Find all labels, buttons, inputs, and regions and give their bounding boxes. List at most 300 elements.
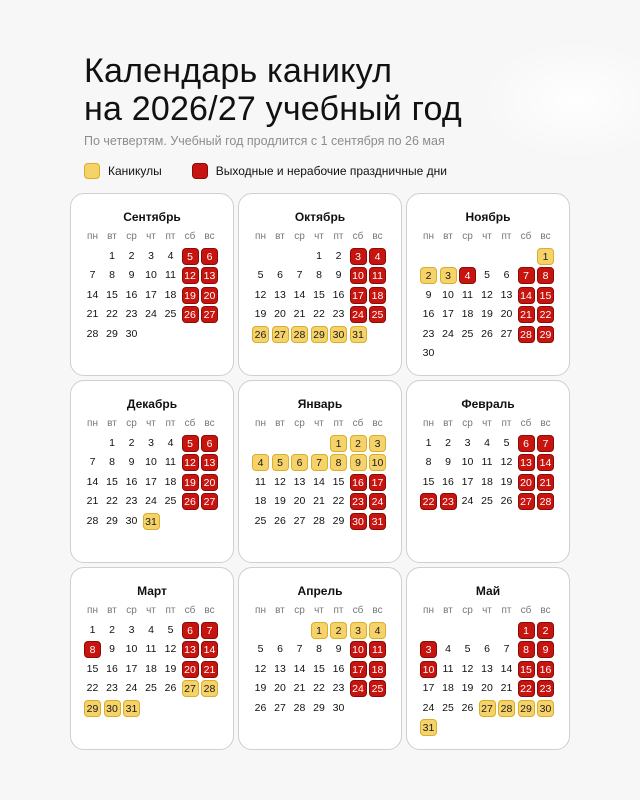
day: 2	[445, 436, 451, 449]
day: 15	[106, 475, 118, 488]
day: 24	[442, 327, 454, 340]
day: 5	[257, 643, 264, 655]
day: 18	[254, 495, 267, 507]
day: 4	[167, 249, 174, 262]
weekday-label: сб	[184, 231, 196, 242]
day: 6	[484, 643, 490, 655]
weekday-label: вс	[540, 605, 551, 616]
day: 8	[425, 456, 432, 468]
months-grid	[70, 193, 570, 750]
month-name: Сентябрь	[123, 210, 181, 224]
month-name: Ноябрь	[465, 210, 511, 224]
day-off: 20	[201, 287, 218, 304]
day: 11	[145, 643, 157, 655]
weekday-label: пн	[87, 231, 98, 242]
day-off: 13	[518, 454, 535, 471]
weekday-label: сб	[520, 418, 532, 429]
day: 29	[106, 327, 118, 340]
day: 21	[293, 682, 306, 694]
day: 16	[442, 475, 454, 488]
day-vacation: 9	[350, 454, 367, 471]
day: 23	[106, 682, 118, 694]
empty-cell	[498, 248, 515, 265]
day: 5	[503, 436, 510, 449]
day: 18	[442, 682, 454, 694]
month-name: Декабрь	[126, 397, 178, 411]
day-vacation: 31	[143, 513, 160, 530]
day: 23	[422, 327, 435, 340]
day: 13	[274, 662, 286, 675]
legend-vacation-label: Каникулы	[108, 164, 162, 178]
day: 16	[125, 288, 138, 301]
day: 14	[86, 475, 99, 488]
day: 29	[313, 701, 325, 714]
day-off: 18	[369, 287, 386, 304]
day: 23	[125, 308, 138, 320]
day: 2	[335, 249, 342, 262]
day: 29	[332, 514, 345, 527]
day-off: 12	[182, 454, 199, 471]
weekday-label: сб	[352, 605, 364, 616]
day-off: 23	[537, 680, 554, 697]
day-off: 9	[537, 641, 554, 658]
day: 21	[293, 308, 306, 320]
weekday-label: вт	[107, 418, 117, 429]
day: 22	[106, 308, 118, 320]
day-off: 20	[518, 474, 535, 491]
day: 23	[332, 682, 345, 694]
empty-cell	[272, 435, 289, 452]
day: 12	[481, 288, 493, 301]
day-vacation: 3	[350, 622, 367, 639]
day-off: 13	[182, 641, 199, 658]
empty-cell	[84, 248, 101, 265]
weekday-label: вс	[540, 231, 551, 242]
month-card	[238, 193, 402, 376]
day: 9	[128, 456, 135, 468]
day: 24	[125, 682, 138, 694]
day-off: 14	[537, 454, 554, 471]
day: 9	[445, 456, 451, 468]
day: 16	[332, 288, 345, 301]
day: 19	[274, 495, 286, 507]
weekday-label: чт	[146, 418, 156, 429]
day: 17	[145, 475, 157, 488]
day: 25	[442, 701, 454, 714]
empty-cell	[479, 248, 496, 265]
weekday-label: вт	[443, 418, 453, 429]
day: 18	[164, 475, 177, 488]
day: 14	[293, 662, 306, 675]
month-name: Май	[475, 584, 501, 598]
day: 22	[106, 495, 118, 507]
weekday-label: пт	[501, 418, 512, 429]
day-vacation: 1	[537, 248, 554, 265]
empty-cell	[440, 622, 457, 639]
weekday-label: чт	[482, 231, 492, 242]
subtitle: По четвертям. Учебный год продлится с 1 сентября по 26 мая	[84, 134, 445, 148]
day: 27	[293, 514, 306, 527]
day: 12	[500, 456, 513, 468]
day: 17	[125, 662, 138, 675]
day: 6	[503, 269, 510, 281]
weekday-label: сб	[184, 418, 196, 429]
day-off: 19	[182, 474, 199, 491]
day: 13	[481, 662, 493, 675]
day-off: 17	[350, 661, 367, 678]
day: 30	[125, 327, 138, 340]
weekday-label: вс	[372, 605, 383, 616]
weekday-label: вт	[107, 231, 117, 242]
day: 19	[500, 475, 513, 488]
day-off: 22	[518, 680, 535, 697]
days-grid	[252, 602, 401, 717]
day: 27	[500, 327, 513, 340]
day-vacation: 31	[350, 326, 367, 343]
day-vacation: 26	[252, 326, 269, 343]
weekday-label: чт	[146, 605, 156, 616]
day: 20	[481, 682, 493, 694]
day: 7	[503, 643, 510, 655]
day: 16	[106, 662, 118, 675]
day-vacation: 31	[123, 700, 140, 717]
day-off: 31	[369, 513, 386, 530]
day-off: 26	[182, 306, 199, 323]
day: 8	[109, 269, 115, 281]
weekday-label: пт	[333, 605, 344, 616]
day-vacation: 30	[104, 700, 121, 717]
day: 11	[165, 456, 176, 468]
day: 10	[125, 643, 138, 655]
day-off: 18	[369, 661, 386, 678]
day: 20	[293, 495, 306, 507]
weekday-label: пн	[255, 605, 266, 616]
day-vacation: 1	[311, 622, 328, 639]
day-vacation: 28	[498, 700, 515, 717]
weekday-label: вт	[275, 605, 285, 616]
day: 13	[500, 288, 513, 301]
day: 26	[500, 495, 513, 507]
weekday-label: чт	[482, 605, 492, 616]
day: 10	[442, 288, 454, 301]
days-grid	[84, 415, 233, 530]
days-grid	[420, 602, 569, 736]
weekday-label: пт	[501, 605, 512, 616]
day-off: 13	[201, 454, 218, 471]
empty-cell	[459, 248, 476, 265]
day-off: 11	[369, 641, 386, 658]
day-off: 14	[201, 641, 218, 658]
legend	[84, 163, 477, 179]
day: 11	[462, 288, 473, 301]
day: 3	[128, 623, 135, 636]
weekday-label: вс	[204, 231, 215, 242]
day: 14	[86, 288, 99, 301]
day-vacation: 30	[330, 326, 347, 343]
day-off: 17	[369, 474, 386, 491]
day: 10	[145, 456, 157, 468]
day: 7	[296, 269, 303, 281]
day: 12	[254, 662, 267, 675]
day: 18	[164, 288, 177, 301]
day: 4	[167, 436, 174, 449]
month-name: Январь	[297, 397, 343, 411]
weekday-label: чт	[146, 231, 156, 242]
weekday-label: сб	[352, 418, 364, 429]
day: 28	[313, 514, 325, 527]
offday-swatch	[192, 163, 208, 179]
day: 9	[335, 269, 342, 281]
day: 9	[425, 288, 432, 301]
weekday-label: сб	[520, 231, 532, 242]
day-off: 21	[518, 306, 535, 323]
day: 30	[422, 347, 435, 359]
empty-cell	[498, 622, 515, 639]
day: 23	[125, 495, 138, 507]
day-off: 10	[350, 641, 367, 658]
day-vacation: 29	[311, 326, 328, 343]
day: 1	[109, 436, 115, 449]
day-off: 17	[350, 287, 367, 304]
day-off: 13	[201, 267, 218, 284]
day-off: 27	[518, 493, 535, 510]
title-line-1: Календарь каникул	[84, 52, 393, 90]
day: 8	[316, 643, 322, 655]
day-off: 27	[201, 493, 218, 510]
day: 17	[461, 475, 474, 488]
day: 12	[461, 662, 474, 675]
day: 5	[257, 269, 264, 281]
day-off: 20	[182, 661, 199, 678]
weekday-label: пн	[423, 418, 434, 429]
day: 8	[316, 269, 322, 281]
day-vacation: 10	[369, 454, 386, 471]
weekday-label: вс	[204, 605, 215, 616]
weekday-label: пн	[423, 231, 434, 242]
day: 5	[167, 623, 174, 636]
day: 15	[422, 475, 435, 488]
day: 21	[500, 682, 513, 694]
day-vacation: 27	[182, 680, 199, 697]
day-vacation: 5	[272, 454, 289, 471]
weekday-label: вт	[275, 231, 285, 242]
day: 25	[461, 327, 474, 340]
weekday-label: пн	[255, 231, 266, 242]
day: 22	[332, 495, 345, 507]
month-card	[70, 567, 234, 750]
day-vacation: 2	[330, 622, 347, 639]
weekday-label: пн	[255, 418, 266, 429]
day: 14	[313, 475, 325, 488]
month-name: Октябрь	[294, 210, 346, 224]
day-vacation: 8	[330, 454, 347, 471]
day: 24	[422, 701, 435, 714]
day-off: 19	[182, 287, 199, 304]
day: 17	[422, 682, 435, 694]
day-vacation: 7	[311, 454, 328, 471]
weekday-label: ср	[126, 605, 137, 616]
weekday-label: вс	[204, 418, 215, 429]
day: 13	[274, 288, 286, 301]
month-name: Март	[137, 584, 167, 598]
weekday-label: пт	[165, 605, 176, 616]
day: 22	[313, 308, 325, 320]
weekday-label: вс	[540, 418, 551, 429]
empty-cell	[252, 622, 269, 639]
weekday-label: ср	[462, 231, 473, 242]
day-vacation: 3	[369, 435, 386, 452]
day-off: 2	[537, 622, 554, 639]
weekday-label: пт	[333, 231, 344, 242]
day-off: 26	[182, 493, 199, 510]
day: 3	[148, 249, 154, 262]
day-off: 8	[84, 641, 101, 658]
weekday-label: пн	[87, 418, 98, 429]
days-grid	[252, 228, 401, 343]
day-off: 5	[182, 248, 199, 265]
day: 13	[293, 475, 306, 488]
day-off: 28	[537, 493, 554, 510]
day: 1	[425, 436, 432, 449]
day-off: 14	[518, 287, 535, 304]
day: 29	[106, 514, 118, 527]
days-grid	[252, 415, 401, 530]
day: 25	[481, 495, 493, 507]
weekday-label: чт	[314, 605, 324, 616]
weekday-label: вт	[107, 605, 117, 616]
days-grid	[420, 228, 569, 362]
weekday-label: пт	[501, 231, 512, 242]
day: 17	[145, 288, 157, 301]
day: 16	[125, 475, 138, 488]
empty-cell	[518, 248, 535, 265]
day-off: 24	[369, 493, 386, 510]
day: 20	[274, 308, 286, 320]
day: 20	[500, 308, 513, 320]
day: 14	[500, 662, 513, 675]
day: 4	[484, 436, 490, 449]
day: 4	[148, 623, 154, 636]
day: 18	[145, 662, 157, 675]
day: 15	[106, 288, 118, 301]
day: 30	[125, 514, 138, 527]
legend-vacation	[84, 163, 162, 179]
day-off: 16	[537, 661, 554, 678]
empty-cell	[420, 622, 437, 639]
day: 19	[164, 662, 177, 675]
day: 11	[255, 475, 266, 488]
empty-cell	[440, 248, 457, 265]
day-vacation: 6	[291, 454, 308, 471]
weekday-label: ср	[294, 605, 305, 616]
day: 16	[422, 308, 435, 320]
day-off: 6	[182, 622, 199, 639]
day: 28	[86, 327, 99, 340]
day: 6	[277, 643, 283, 655]
day: 5	[464, 643, 471, 655]
day-off: 23	[350, 493, 367, 510]
day-off: 6	[201, 435, 218, 452]
day: 4	[445, 643, 451, 655]
day: 14	[293, 288, 306, 301]
day: 25	[164, 308, 177, 320]
day: 5	[484, 269, 490, 281]
day: 7	[89, 456, 96, 468]
day: 26	[461, 701, 474, 714]
legend-offday	[192, 163, 447, 179]
day: 10	[461, 456, 474, 468]
day-off: 3	[420, 641, 437, 658]
day: 25	[164, 495, 177, 507]
day-off: 3	[350, 248, 367, 265]
weekday-label: пн	[423, 605, 434, 616]
day: 11	[481, 456, 493, 468]
day: 2	[109, 623, 115, 636]
weekday-label: пт	[165, 231, 176, 242]
weekday-label: ср	[294, 418, 305, 429]
day-off: 12	[182, 267, 199, 284]
day-off: 27	[201, 306, 218, 323]
day: 15	[313, 288, 325, 301]
day: 15	[86, 662, 99, 675]
day-vacation: 3	[440, 267, 457, 284]
day: 9	[335, 643, 342, 655]
day-off: 5	[182, 435, 199, 452]
day-off: 21	[201, 661, 218, 678]
day-off: 25	[369, 306, 386, 323]
day-off: 24	[350, 680, 367, 697]
day: 19	[481, 308, 493, 320]
month-card	[406, 193, 570, 376]
day: 21	[313, 495, 325, 507]
day: 11	[442, 662, 454, 675]
day: 23	[332, 308, 345, 320]
day-vacation: 27	[479, 700, 496, 717]
empty-cell	[420, 248, 437, 265]
day-off: 7	[518, 267, 535, 284]
day: 3	[148, 436, 154, 449]
empty-cell	[272, 248, 289, 265]
day-off: 23	[440, 493, 457, 510]
day-off: 4	[459, 267, 476, 284]
days-grid	[84, 602, 233, 717]
day: 24	[145, 308, 157, 320]
month-card	[406, 567, 570, 750]
vacation-swatch	[84, 163, 100, 179]
day-off: 8	[537, 267, 554, 284]
day: 20	[274, 682, 286, 694]
day-vacation: 4	[252, 454, 269, 471]
day: 11	[165, 269, 176, 281]
weekday-label: ср	[126, 231, 137, 242]
day: 7	[296, 643, 303, 655]
day: 12	[274, 475, 286, 488]
weekday-label: вт	[443, 231, 453, 242]
day-vacation: 2	[350, 435, 367, 452]
day: 12	[254, 288, 267, 301]
day: 24	[461, 495, 474, 507]
day-off: 29	[537, 326, 554, 343]
empty-cell	[252, 435, 269, 452]
day: 28	[86, 514, 99, 527]
day: 2	[128, 436, 135, 449]
title-line-2: на 2026/27 учебный год	[84, 90, 462, 128]
weekday-label: сб	[184, 605, 196, 616]
day-off: 15	[518, 661, 535, 678]
weekday-label: чт	[314, 418, 324, 429]
day: 25	[145, 682, 157, 694]
weekday-label: ср	[294, 231, 305, 242]
